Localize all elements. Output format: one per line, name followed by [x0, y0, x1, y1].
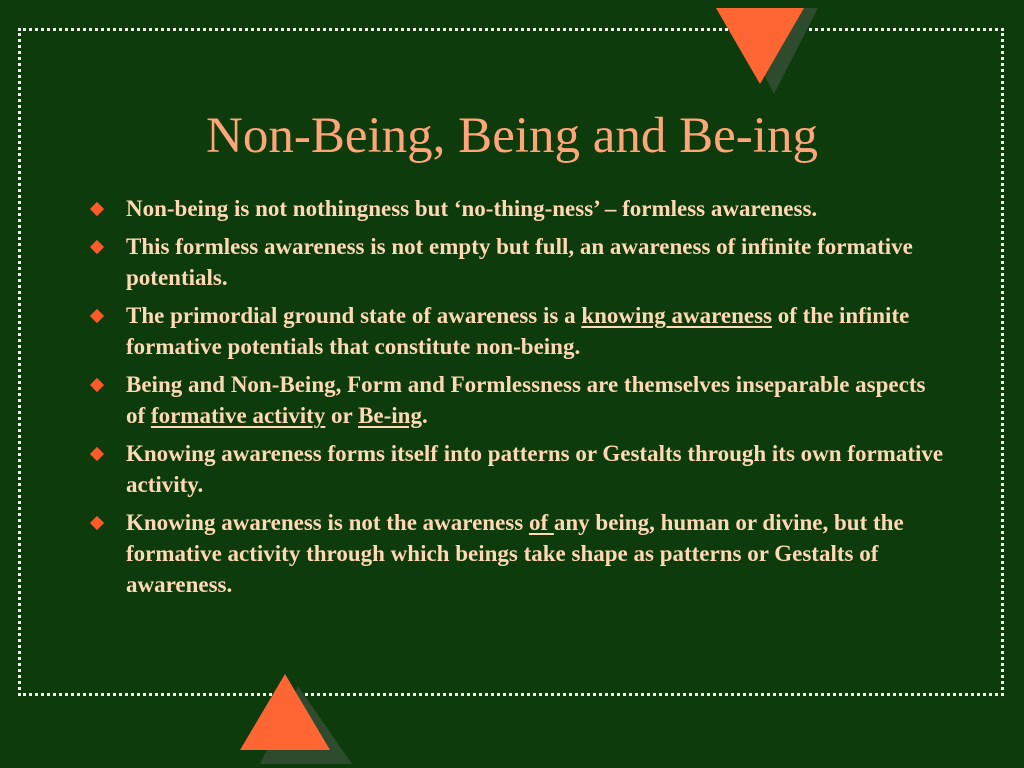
bullet-text: Non-being is not nothingness but ‘no-thing-ness’ – formless awareness. — [126, 196, 818, 221]
underlined-term: of — [528, 510, 554, 535]
bullet-text: or — [325, 403, 359, 428]
bottom-triangle-decoration — [236, 668, 366, 768]
bullet-text: Being and Non-Being, Form and Formlessness are themselves inseparable aspects of — [126, 372, 926, 428]
bullet-item — [86, 193, 946, 224]
bullet-text: Knowing awareness is not the awareness — [126, 510, 529, 535]
diamond-bullet-icon — [90, 447, 104, 461]
bullet-text: Knowing awareness forms itself into patterns or Gestalts through its own formative activity. — [126, 441, 944, 497]
bullet-item — [86, 231, 946, 293]
bullet-item — [86, 507, 946, 600]
underlined-term: knowing awareness — [581, 303, 772, 328]
diamond-bullet-icon — [90, 240, 104, 254]
diamond-bullet-icon — [90, 516, 104, 530]
top-triangle-decoration — [700, 0, 830, 100]
bullet-text: The primordial ground state of awareness is a — [126, 303, 582, 328]
bottom-triangle — [240, 674, 330, 750]
diamond-bullet-icon — [90, 202, 104, 216]
bullet-item — [86, 300, 946, 362]
diamond-bullet-icon — [90, 309, 104, 323]
bullet-item — [86, 369, 946, 431]
bullet-text: any being, human or divine, but the formative activity through which beings take shape as patterns or Gestalts of awareness. — [126, 510, 904, 597]
bullet-list — [86, 193, 946, 607]
bullet-text: This formless awareness is not empty but full, an awareness of infinite formative potentials. — [126, 234, 913, 290]
diamond-bullet-icon — [90, 378, 104, 392]
underlined-term: Be-ing — [358, 403, 422, 428]
bullet-text: of the infinite formative potentials that constitute non-being. — [126, 303, 910, 359]
bullet-text: . — [421, 403, 428, 428]
underlined-term: formative activity — [150, 403, 326, 428]
slide-title: Non-Being, Being and Be-ing — [206, 108, 818, 164]
bullet-item — [86, 438, 946, 500]
